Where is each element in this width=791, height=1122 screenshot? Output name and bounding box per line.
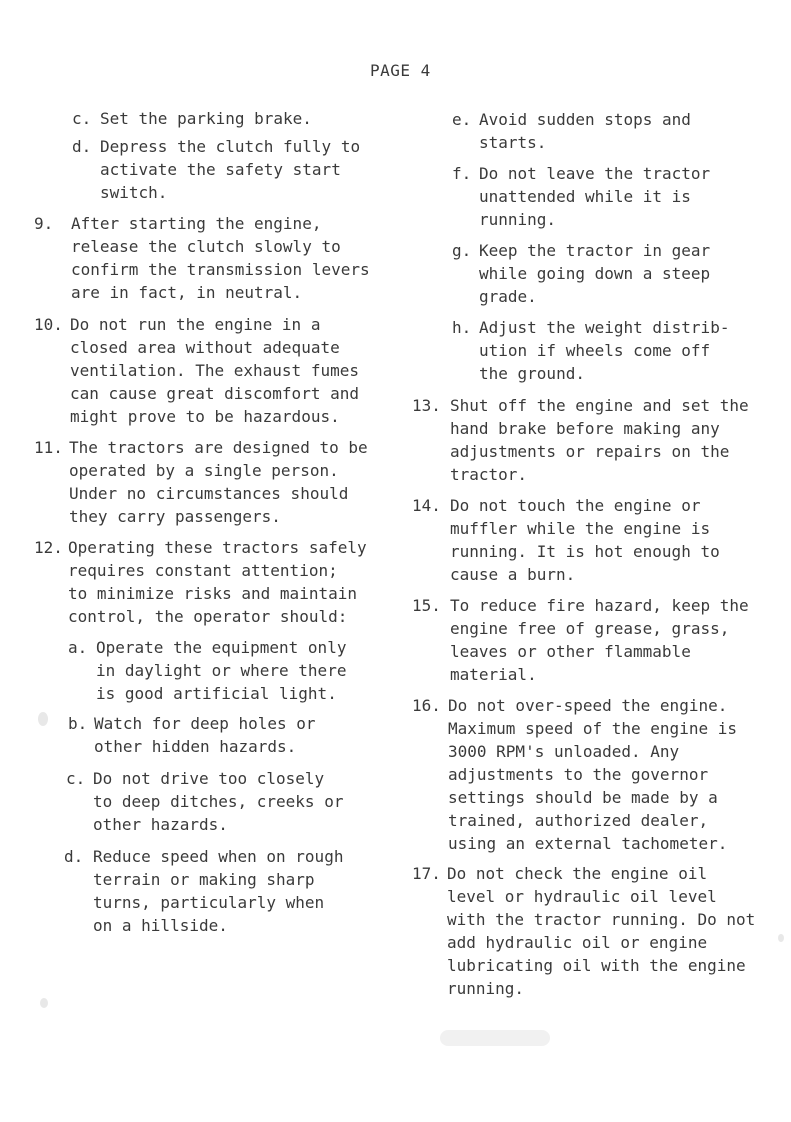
text-line: turns, particularly when bbox=[93, 893, 325, 912]
item-text bbox=[68, 536, 367, 628]
text-line: the ground. bbox=[479, 364, 585, 383]
page-number: PAGE 4 bbox=[370, 61, 431, 80]
item-text bbox=[450, 494, 720, 586]
text-line: to deep ditches, creeks or bbox=[93, 792, 344, 811]
text-line: is good artificial light. bbox=[96, 684, 337, 703]
text-line: After starting the engine, bbox=[71, 214, 322, 233]
text-line: are in fact, in neutral. bbox=[71, 283, 303, 302]
text-line: running. It is hot enough to bbox=[450, 542, 720, 561]
item-marker: 15. bbox=[412, 596, 441, 615]
item-marker: 11. bbox=[34, 438, 63, 457]
text-line: 3000 RPM's unloaded. Any bbox=[448, 742, 680, 761]
item-marker: 9. bbox=[34, 214, 54, 233]
item-text bbox=[450, 394, 749, 486]
text-line: can cause great discomfort and bbox=[70, 384, 359, 403]
text-line: Operate the equipment only bbox=[96, 638, 347, 657]
item-marker: d. bbox=[72, 137, 92, 156]
text-line: switch. bbox=[100, 183, 168, 202]
text-line: Avoid sudden stops and bbox=[479, 110, 691, 129]
text-line: Maximum speed of the engine is bbox=[448, 719, 737, 738]
scan-speck bbox=[40, 998, 48, 1008]
text-line: closed area without adequate bbox=[70, 338, 340, 357]
text-line: Do not over-speed the engine. bbox=[448, 696, 728, 715]
item-marker: 14. bbox=[412, 496, 441, 515]
item-text bbox=[100, 135, 360, 204]
text-line: Watch for deep holes or bbox=[94, 714, 316, 733]
item-marker: 16. bbox=[412, 696, 441, 715]
item-text bbox=[70, 313, 359, 428]
text-line: Do not drive too closely bbox=[93, 769, 325, 788]
item-marker: b. bbox=[68, 714, 88, 733]
text-line: using an external tachometer. bbox=[448, 834, 728, 853]
text-line: might prove to be hazardous. bbox=[70, 407, 340, 426]
text-line: terrain or making sharp bbox=[93, 870, 315, 889]
item-marker: f. bbox=[452, 164, 472, 183]
text-line: trained, authorized dealer, bbox=[448, 811, 709, 830]
item-marker: d. bbox=[64, 847, 84, 866]
text-line: operated by a single person. bbox=[69, 461, 339, 480]
text-line: level or hydraulic oil level bbox=[447, 887, 717, 906]
item-text bbox=[100, 107, 312, 130]
item-text bbox=[450, 594, 749, 686]
text-line: control, the operator should: bbox=[68, 607, 348, 626]
text-line: cause a burn. bbox=[450, 565, 576, 584]
scan-speck bbox=[440, 1030, 550, 1046]
text-line: Do not run the engine in a bbox=[70, 315, 321, 334]
text-line: hand brake before making any bbox=[450, 419, 720, 438]
item-marker: h. bbox=[452, 318, 472, 337]
text-line: Reduce speed when on rough bbox=[93, 847, 344, 866]
text-line: while going down a steep bbox=[479, 264, 711, 283]
text-line: confirm the transmission levers bbox=[71, 260, 370, 279]
item-text bbox=[69, 436, 368, 528]
text-line: leaves or other flammable bbox=[450, 642, 691, 661]
text-line: ventilation. The exhaust fumes bbox=[70, 361, 359, 380]
text-line: Set the parking brake. bbox=[100, 109, 312, 128]
item-marker: a. bbox=[68, 638, 88, 657]
text-line: other hidden hazards. bbox=[94, 737, 297, 756]
scan-speck bbox=[38, 712, 48, 726]
item-marker: 12. bbox=[34, 538, 63, 557]
text-line: requires constant attention; bbox=[68, 561, 338, 580]
text-line: tractor. bbox=[450, 465, 528, 484]
text-line: adjustments to the governor bbox=[448, 765, 709, 784]
text-line: To reduce fire hazard, keep the bbox=[450, 596, 749, 615]
item-text bbox=[94, 712, 316, 758]
text-line: Operating these tractors safely bbox=[68, 538, 367, 557]
text-line: engine free of grease, grass, bbox=[450, 619, 730, 638]
text-line: release the clutch slowly to bbox=[71, 237, 341, 256]
item-marker: 10. bbox=[34, 315, 63, 334]
text-line: muffler while the engine is bbox=[450, 519, 711, 538]
item-marker: 17. bbox=[412, 864, 441, 883]
item-marker: g. bbox=[452, 241, 472, 260]
text-line: running. bbox=[447, 979, 525, 998]
text-line: Adjust the weight distrib- bbox=[479, 318, 730, 337]
item-text bbox=[448, 694, 737, 855]
item-marker: c. bbox=[66, 769, 86, 788]
item-text bbox=[447, 862, 755, 1000]
text-line: Shut off the engine and set the bbox=[450, 396, 749, 415]
text-line: to minimize risks and maintain bbox=[68, 584, 357, 603]
text-line: The tractors are designed to be bbox=[69, 438, 368, 457]
text-line: lubricating oil with the engine bbox=[447, 956, 746, 975]
text-line: Keep the tractor in gear bbox=[479, 241, 711, 260]
text-line: activate the safety start bbox=[100, 160, 341, 179]
text-line: Depress the clutch fully to bbox=[100, 137, 361, 156]
text-line: with the tractor running. Do not bbox=[447, 910, 756, 929]
text-line: running. bbox=[479, 210, 557, 229]
item-text bbox=[93, 767, 343, 836]
item-text bbox=[479, 162, 710, 231]
text-line: material. bbox=[450, 665, 537, 684]
item-marker: 13. bbox=[412, 396, 441, 415]
text-line: in daylight or where there bbox=[96, 661, 347, 680]
scan-speck bbox=[778, 934, 784, 942]
text-line: starts. bbox=[479, 133, 547, 152]
text-line: Do not leave the tractor bbox=[479, 164, 711, 183]
text-line: grade. bbox=[479, 287, 537, 306]
item-marker: e. bbox=[452, 110, 472, 129]
item-text bbox=[479, 239, 710, 308]
text-line: Do not check the engine oil bbox=[447, 864, 708, 883]
item-text bbox=[479, 316, 729, 385]
text-line: adjustments or repairs on the bbox=[450, 442, 730, 461]
text-line: they carry passengers. bbox=[69, 507, 281, 526]
item-marker: c. bbox=[72, 109, 92, 128]
item-text bbox=[71, 212, 370, 304]
text-line: unattended while it is bbox=[479, 187, 691, 206]
item-text bbox=[96, 636, 346, 705]
text-line: settings should be made by a bbox=[448, 788, 718, 807]
text-line: on a hillside. bbox=[93, 916, 228, 935]
text-line: ution if wheels come off bbox=[479, 341, 711, 360]
item-text bbox=[93, 845, 343, 937]
text-line: add hydraulic oil or engine bbox=[447, 933, 708, 952]
text-line: Under no circumstances should bbox=[69, 484, 349, 503]
item-text bbox=[479, 108, 691, 154]
text-line: other hazards. bbox=[93, 815, 228, 834]
text-line: Do not touch the engine or bbox=[450, 496, 701, 515]
